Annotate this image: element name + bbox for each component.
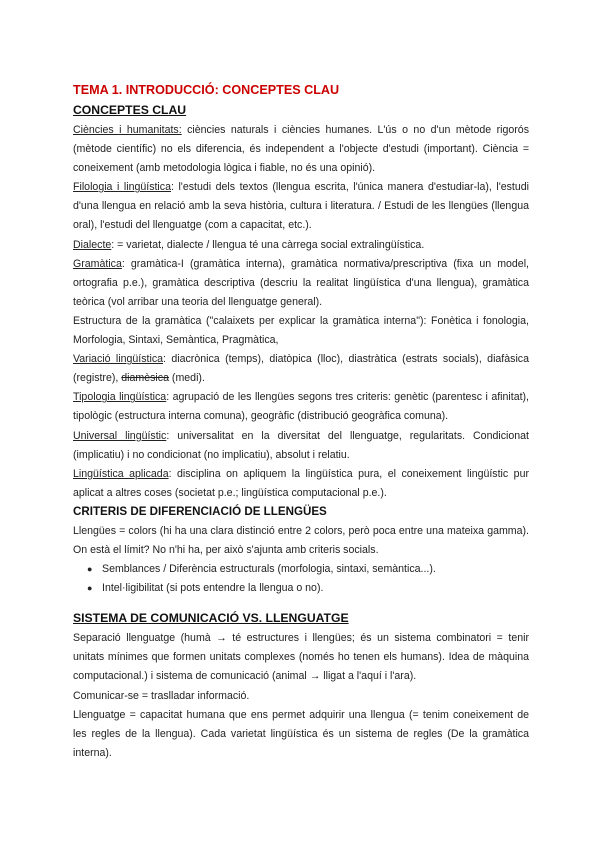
list-item-text: Intel·ligibilitat (si pots entendre la llengua o no). [102,582,324,595]
paragraph-aplicada [73,465,529,503]
paragraph-colors: Llengües = colors (hi ha una clara distinció entre 2 colors, però poca entre una mateixa gamma). On està el límit? No n'hi ha, per això s'ajunta amb criteris socials. [73,524,529,556]
paragraph-ciencies [73,121,529,178]
definition-gramatica: : gramàtica-I (gramàtica interna), gramàtica normativa/prescriptiva (fixa un model, ortografia p.e.), gramàtica descriptiva (descriu la realitat lingüística d'una llengua), gramàtica teòrica (vol arribar una teoria del llenguatge general). [73,257,529,308]
section-heading-sistema: SISTEMA DE COMUNICACIÓ VS. LLENGUATGE [73,611,349,626]
struck-diamesica: diamèsica [121,372,169,385]
term-tipologia: Tipologia lingüística [73,391,167,404]
document-page [73,82,529,763]
paragraph-estructura [73,312,529,350]
term-universal: Universal lingüístic [73,429,167,442]
list-item [87,579,529,598]
term-dialecte: Dialecte [73,238,112,251]
definition-variacio-a: : diacrònica (temps), diatòpica (lloc), diastràtica (estrats socials), diafàsica (registre), [73,353,529,385]
term-aplicada: Lingüística aplicada [73,467,169,480]
paragraph-separacio: Separació llenguatge (humà → té estructures i llengües; és un sistema combinatori = tenir unitats mínimes que formen unitats complexes (només ho tenen els humans). Idea de màquina computacional.) i sistema de comunicació (animal → lligat a l'aquí i l'ara). [73,632,529,683]
bullet-icon: ● [87,564,93,575]
paragraph-comunicar: Comunicar-se = traslladar informació. [73,689,250,702]
section-heading-criteris: CRITERIS DE DIFERENCIACIÓ DE LLENGÜES [73,504,327,518]
paragraph-tipologia [73,388,529,426]
definition-universal: : universalitat en la diversitat del llenguatge, regularitats. Condicionat (implicatiu) i no condicionat (no implicatiu), absolut i relatiu. [73,429,529,461]
definition-tipologia: : agrupació de les llengües segons tres criteris: genètic (parentesc i afinitat), tipològic (estructura interna comuna), geogràfic (distribució geogràfica comuna). [73,391,530,423]
term-gramatica: Gramàtica [73,257,122,270]
document-title: TEMA 1. INTRODUCCIÓ: CONCEPTES CLAU [73,83,340,97]
list-item [87,560,529,579]
term-filologia: Filologia i lingüística [73,181,171,194]
definition-filologia: : l'estudi dels textos (llengua escrita, l'única manera d'estudiar-la), l'estudi d'una llengua en relació amb la seva història, cultura i literatura. / Estudi de les llengües (llengua oral), l'estudi del llenguatge (com a capacitat, etc.). [73,181,529,232]
definition-ciencies: ciències naturals i ciències humanes. L'ús o no d'un mètode rigorós (mètode científic) no els diferencia, és independent a l'objecte d'estudi (important). Ciència = coneixement (amb metodologia lògica i fiable, no és una opinió). [73,124,529,175]
term-ciencies: Ciències i humanitats: [73,124,182,136]
paragraph-variacio [73,350,529,388]
term-variacio: Variació lingüística [73,353,164,366]
definition-variacio-b: (medi). [168,372,205,385]
paragraph-llenguatge: Llenguatge = capacitat humana que ens permet adquirir una llengua (= tenim coneixement de les regles de la llengua). Cada varietat lingüística és un sistema de regles (De la gramàtica interna). [73,708,529,759]
definition-aplicada: : disciplina on apliquem la lingüística pura, el coneixement lingüístic pur aplicat a altres coses (societat p.e.; lingüística computacional p.e.). [73,467,529,499]
criteris-list [73,560,529,598]
bullet-icon: ● [87,583,93,594]
list-item-text: Semblances / Diferència estructurals (morfologia, sintaxi, semàntica...). [102,563,436,576]
paragraph-universal [73,427,529,465]
definition-dialecte: : = varietat, dialecte / llengua té una càrrega social extralingüística. [111,238,425,251]
paragraph-dialecte [73,236,529,255]
section-heading-conceptes-clau: CONCEPTES CLAU [73,103,187,117]
paragraph-gramatica [73,255,529,312]
definition-estructura: Estructura de la gramàtica ("calaixets per explicar la gramàtica interna"): Fonètica i fonologia, Morfologia, Sintaxi, Semàntica, Pragmàtica, [73,314,529,347]
paragraph-filologia [73,178,529,235]
